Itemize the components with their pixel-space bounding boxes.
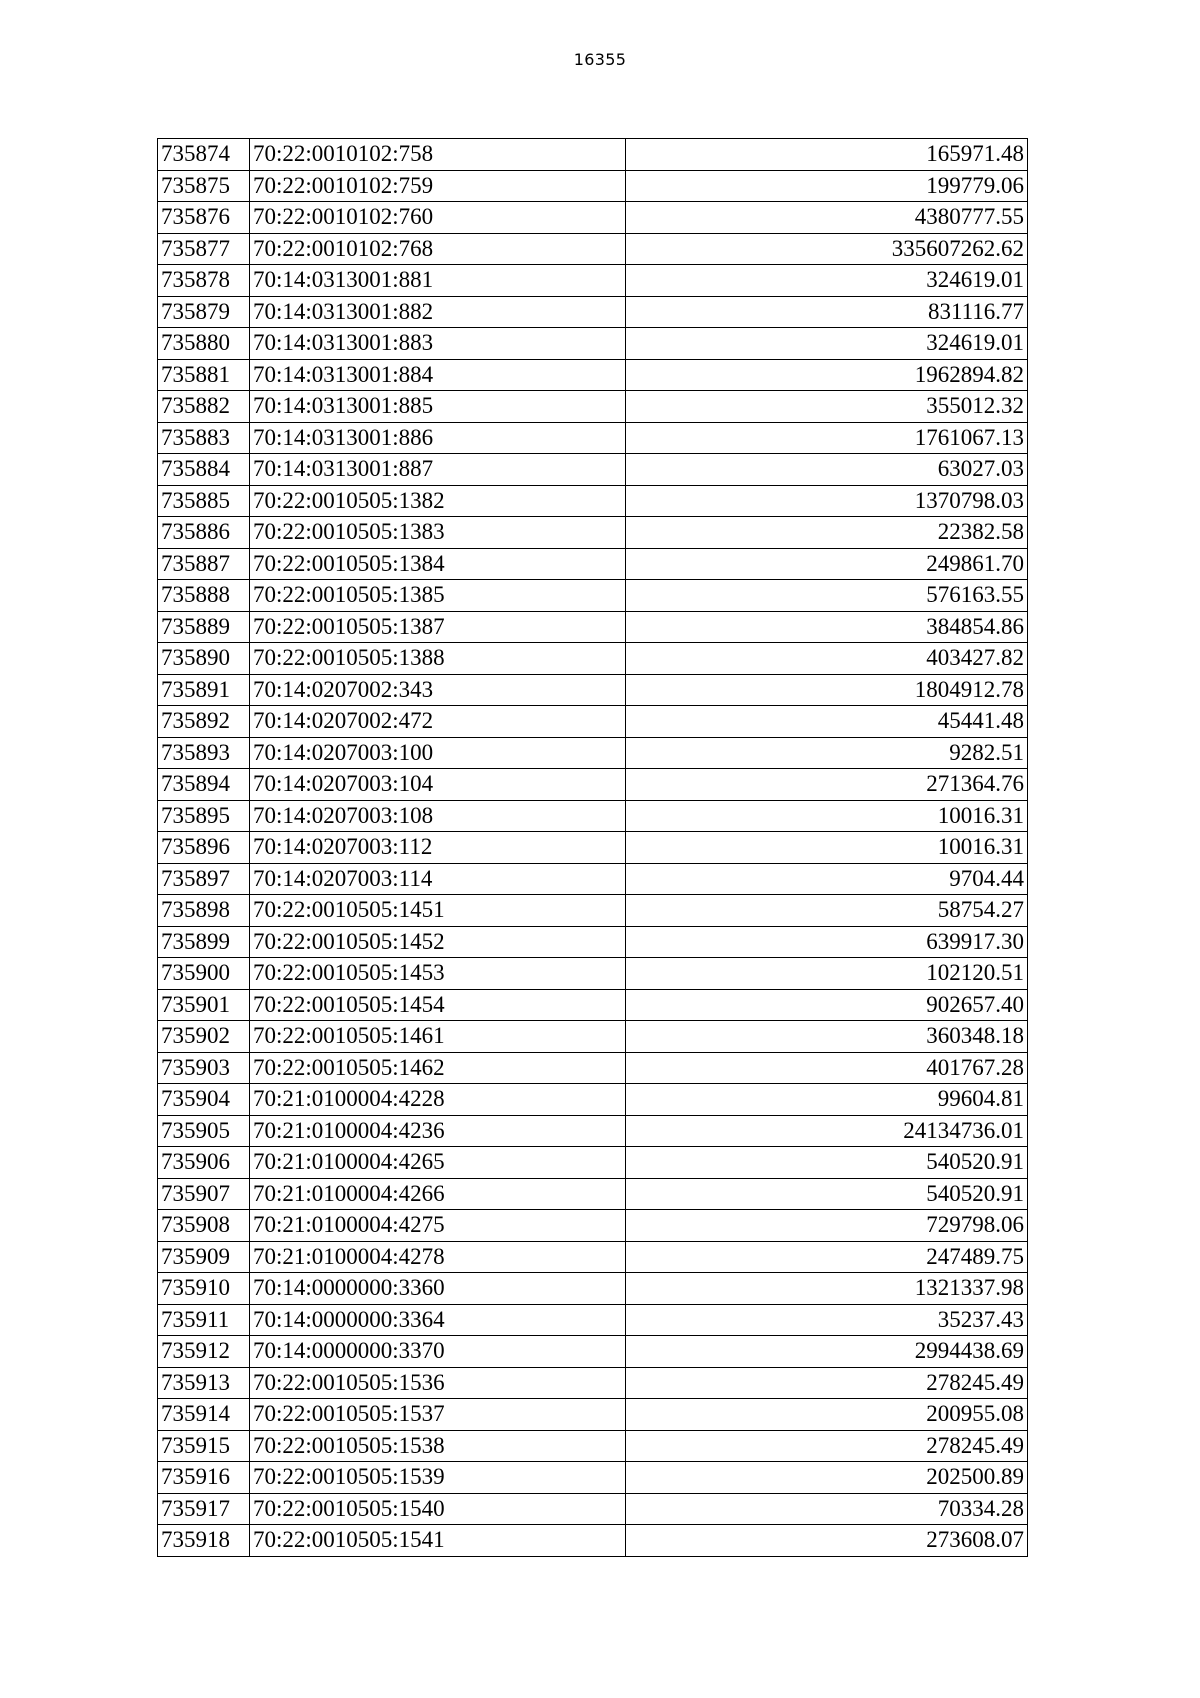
- cadastral-number-cell: 70:14:0000000:3370: [250, 1336, 626, 1368]
- table-row: [158, 926, 1028, 958]
- row-number-cell: 735877: [158, 233, 250, 265]
- table-row: [158, 1052, 1028, 1084]
- cadastral-number-cell: 70:22:0010102:759: [250, 170, 626, 202]
- cadastral-value-cell: 45441.48: [626, 706, 1028, 738]
- cadastral-value-cell: 63027.03: [626, 454, 1028, 486]
- cadastral-number-cell: 70:14:0207003:114: [250, 863, 626, 895]
- cadastral-number-cell: 70:14:0313001:885: [250, 391, 626, 423]
- row-number-cell: 735902: [158, 1021, 250, 1053]
- cadastral-number-cell: 70:14:0313001:882: [250, 296, 626, 328]
- table-row: [158, 485, 1028, 517]
- table-row: [158, 769, 1028, 801]
- cadastral-value-cell: 335607262.62: [626, 233, 1028, 265]
- table-row: [158, 800, 1028, 832]
- cadastral-number-cell: 70:21:0100004:4278: [250, 1241, 626, 1273]
- table-row: [158, 674, 1028, 706]
- cadastral-value-cell: 2994438.69: [626, 1336, 1028, 1368]
- row-number-cell: 735879: [158, 296, 250, 328]
- row-number-cell: 735891: [158, 674, 250, 706]
- cadastral-number-cell: 70:22:0010505:1384: [250, 548, 626, 580]
- cadastral-number-cell: 70:22:0010505:1385: [250, 580, 626, 612]
- table-row: [158, 1147, 1028, 1179]
- row-number-cell: 735878: [158, 265, 250, 297]
- row-number-cell: 735892: [158, 706, 250, 738]
- row-number-cell: 735914: [158, 1399, 250, 1431]
- table-row: [158, 517, 1028, 549]
- row-number-cell: 735894: [158, 769, 250, 801]
- row-number-cell: 735876: [158, 202, 250, 234]
- table-row: [158, 1178, 1028, 1210]
- cadastral-number-cell: 70:22:0010505:1541: [250, 1525, 626, 1557]
- row-number-cell: 735912: [158, 1336, 250, 1368]
- row-number-cell: 735874: [158, 139, 250, 171]
- cadastral-value-cell: 58754.27: [626, 895, 1028, 927]
- table-row: [158, 1210, 1028, 1242]
- table-row: [158, 1273, 1028, 1305]
- table-row: [158, 265, 1028, 297]
- cadastral-number-cell: 70:22:0010505:1462: [250, 1052, 626, 1084]
- cadastral-value-cell: 70334.28: [626, 1493, 1028, 1525]
- row-number-cell: 735910: [158, 1273, 250, 1305]
- row-number-cell: 735915: [158, 1430, 250, 1462]
- cadastral-number-cell: 70:22:0010505:1382: [250, 485, 626, 517]
- table-row: [158, 359, 1028, 391]
- row-number-cell: 735911: [158, 1304, 250, 1336]
- table-row: [158, 958, 1028, 990]
- table-row: [158, 328, 1028, 360]
- row-number-cell: 735906: [158, 1147, 250, 1179]
- cadastral-number-cell: 70:14:0313001:887: [250, 454, 626, 486]
- cadastral-number-cell: 70:14:0313001:886: [250, 422, 626, 454]
- row-number-cell: 735904: [158, 1084, 250, 1116]
- cadastral-number-cell: 70:22:0010505:1540: [250, 1493, 626, 1525]
- cadastral-number-cell: 70:21:0100004:4265: [250, 1147, 626, 1179]
- cadastral-number-cell: 70:14:0313001:883: [250, 328, 626, 360]
- table-row: [158, 1525, 1028, 1557]
- cadastral-number-cell: 70:22:0010505:1539: [250, 1462, 626, 1494]
- cadastral-value-cell: 403427.82: [626, 643, 1028, 675]
- row-number-cell: 735897: [158, 863, 250, 895]
- cadastral-value-cell: 1370798.03: [626, 485, 1028, 517]
- table-row: [158, 1367, 1028, 1399]
- cadastral-value-cell: 9704.44: [626, 863, 1028, 895]
- row-number-cell: 735916: [158, 1462, 250, 1494]
- cadastral-number-cell: 70:14:0313001:884: [250, 359, 626, 391]
- cadastral-number-cell: 70:22:0010102:758: [250, 139, 626, 171]
- cadastral-value-cell: 1962894.82: [626, 359, 1028, 391]
- table-row: [158, 580, 1028, 612]
- cadastral-number-cell: 70:22:0010505:1461: [250, 1021, 626, 1053]
- row-number-cell: 735918: [158, 1525, 250, 1557]
- table-row: [158, 1115, 1028, 1147]
- row-number-cell: 735880: [158, 328, 250, 360]
- table-row: [158, 863, 1028, 895]
- table-row: [158, 1241, 1028, 1273]
- table-row: [158, 895, 1028, 927]
- cadastral-value-cell: 831116.77: [626, 296, 1028, 328]
- cadastral-value-cell: 576163.55: [626, 580, 1028, 612]
- row-number-cell: 735907: [158, 1178, 250, 1210]
- cadastral-number-cell: 70:14:0207003:104: [250, 769, 626, 801]
- cadastral-value-cell: 35237.43: [626, 1304, 1028, 1336]
- table-row: [158, 391, 1028, 423]
- cadastral-value-cell: 200955.08: [626, 1399, 1028, 1431]
- cadastral-value-cell: 247489.75: [626, 1241, 1028, 1273]
- cadastral-value-cell: 540520.91: [626, 1178, 1028, 1210]
- cadastral-value-cell: 10016.31: [626, 832, 1028, 864]
- cadastral-value-cell: 324619.01: [626, 265, 1028, 297]
- table-row: [158, 1304, 1028, 1336]
- row-number-cell: 735889: [158, 611, 250, 643]
- table-row: [158, 139, 1028, 171]
- cadastral-number-cell: 70:22:0010505:1452: [250, 926, 626, 958]
- row-number-cell: 735895: [158, 800, 250, 832]
- cadastral-value-cell: 360348.18: [626, 1021, 1028, 1053]
- row-number-cell: 735886: [158, 517, 250, 549]
- cadastral-number-cell: 70:14:0313001:881: [250, 265, 626, 297]
- row-number-cell: 735885: [158, 485, 250, 517]
- row-number-cell: 735905: [158, 1115, 250, 1147]
- table-row: [158, 989, 1028, 1021]
- cadastral-number-cell: 70:14:0207003:108: [250, 800, 626, 832]
- cadastral-number-cell: 70:22:0010505:1538: [250, 1430, 626, 1462]
- table-row: [158, 611, 1028, 643]
- table-row: [158, 1399, 1028, 1431]
- row-number-cell: 735896: [158, 832, 250, 864]
- table-row: [158, 643, 1028, 675]
- cadastral-number-cell: 70:22:0010505:1388: [250, 643, 626, 675]
- table-row: [158, 706, 1028, 738]
- cadastral-number-cell: 70:21:0100004:4275: [250, 1210, 626, 1242]
- table-row: [158, 1336, 1028, 1368]
- row-number-cell: 735884: [158, 454, 250, 486]
- cadastral-number-cell: 70:21:0100004:4266: [250, 1178, 626, 1210]
- cadastral-value-cell: 102120.51: [626, 958, 1028, 990]
- table-row: [158, 202, 1028, 234]
- cadastral-value-cell: 639917.30: [626, 926, 1028, 958]
- table-row: [158, 1021, 1028, 1053]
- cadastral-value-table: [157, 138, 1028, 1557]
- cadastral-number-cell: 70:22:0010505:1451: [250, 895, 626, 927]
- cadastral-number-cell: 70:14:0207003:112: [250, 832, 626, 864]
- table-row: [158, 832, 1028, 864]
- table-row: [158, 737, 1028, 769]
- cadastral-value-cell: 202500.89: [626, 1462, 1028, 1494]
- cadastral-number-cell: 70:14:0207003:100: [250, 737, 626, 769]
- cadastral-value-cell: 9282.51: [626, 737, 1028, 769]
- cadastral-value-cell: 278245.49: [626, 1367, 1028, 1399]
- cadastral-value-cell: 10016.31: [626, 800, 1028, 832]
- row-number-cell: 735898: [158, 895, 250, 927]
- cadastral-number-cell: 70:22:0010102:768: [250, 233, 626, 265]
- cadastral-number-cell: 70:14:0000000:3360: [250, 1273, 626, 1305]
- cadastral-value-cell: 249861.70: [626, 548, 1028, 580]
- cadastral-value-cell: 273608.07: [626, 1525, 1028, 1557]
- row-number-cell: 735888: [158, 580, 250, 612]
- table-row: [158, 1084, 1028, 1116]
- row-number-cell: 735875: [158, 170, 250, 202]
- row-number-cell: 735883: [158, 422, 250, 454]
- table-row: [158, 1493, 1028, 1525]
- table-row: [158, 170, 1028, 202]
- cadastral-number-cell: 70:22:0010505:1454: [250, 989, 626, 1021]
- cadastral-number-cell: 70:14:0207002:472: [250, 706, 626, 738]
- cadastral-number-cell: 70:14:0000000:3364: [250, 1304, 626, 1336]
- table-row: [158, 296, 1028, 328]
- table-row: [158, 422, 1028, 454]
- row-number-cell: 735893: [158, 737, 250, 769]
- row-number-cell: 735900: [158, 958, 250, 990]
- row-number-cell: 735887: [158, 548, 250, 580]
- row-number-cell: 735881: [158, 359, 250, 391]
- cadastral-number-cell: 70:22:0010102:760: [250, 202, 626, 234]
- table-row: [158, 233, 1028, 265]
- cadastral-value-cell: 1804912.78: [626, 674, 1028, 706]
- cadastral-value-cell: 902657.40: [626, 989, 1028, 1021]
- cadastral-number-cell: 70:14:0207002:343: [250, 674, 626, 706]
- cadastral-value-cell: 165971.48: [626, 139, 1028, 171]
- cadastral-value-cell: 1761067.13: [626, 422, 1028, 454]
- cadastral-value-cell: 355012.32: [626, 391, 1028, 423]
- table-row: [158, 548, 1028, 580]
- cadastral-value-cell: 401767.28: [626, 1052, 1028, 1084]
- cadastral-value-cell: 199779.06: [626, 170, 1028, 202]
- row-number-cell: 735901: [158, 989, 250, 1021]
- cadastral-value-cell: 99604.81: [626, 1084, 1028, 1116]
- table-row: [158, 454, 1028, 486]
- cadastral-value-cell: 22382.58: [626, 517, 1028, 549]
- cadastral-value-cell: 271364.76: [626, 769, 1028, 801]
- table-row: [158, 1430, 1028, 1462]
- cadastral-value-cell: 384854.86: [626, 611, 1028, 643]
- cadastral-value-cell: 24134736.01: [626, 1115, 1028, 1147]
- page-number: 16355: [573, 50, 627, 69]
- cadastral-value-cell: 540520.91: [626, 1147, 1028, 1179]
- cadastral-number-cell: 70:22:0010505:1453: [250, 958, 626, 990]
- cadastral-number-cell: 70:22:0010505:1387: [250, 611, 626, 643]
- cadastral-value-cell: 1321337.98: [626, 1273, 1028, 1305]
- cadastral-number-cell: 70:22:0010505:1383: [250, 517, 626, 549]
- cadastral-number-cell: 70:21:0100004:4228: [250, 1084, 626, 1116]
- table-row: [158, 1462, 1028, 1494]
- cadastral-value-cell: 324619.01: [626, 328, 1028, 360]
- cadastral-number-cell: 70:22:0010505:1537: [250, 1399, 626, 1431]
- cadastral-value-cell: 278245.49: [626, 1430, 1028, 1462]
- row-number-cell: 735903: [158, 1052, 250, 1084]
- row-number-cell: 735909: [158, 1241, 250, 1273]
- cadastral-value-cell: 4380777.55: [626, 202, 1028, 234]
- row-number-cell: 735882: [158, 391, 250, 423]
- cadastral-value-cell: 729798.06: [626, 1210, 1028, 1242]
- row-number-cell: 735917: [158, 1493, 250, 1525]
- row-number-cell: 735913: [158, 1367, 250, 1399]
- cadastral-number-cell: 70:22:0010505:1536: [250, 1367, 626, 1399]
- row-number-cell: 735890: [158, 643, 250, 675]
- cadastral-number-cell: 70:21:0100004:4236: [250, 1115, 626, 1147]
- row-number-cell: 735908: [158, 1210, 250, 1242]
- table-body: [158, 139, 1028, 1557]
- row-number-cell: 735899: [158, 926, 250, 958]
